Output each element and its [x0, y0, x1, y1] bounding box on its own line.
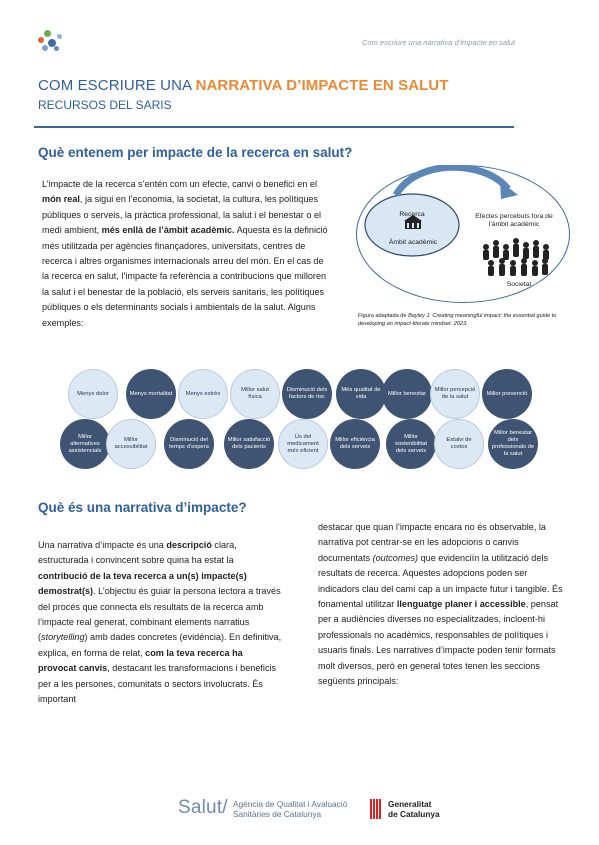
- impact-example-bubble: Millor prevenció: [482, 369, 532, 419]
- impact-example-bubble: Menys mortalitat: [126, 369, 176, 419]
- impact-example-bubble: Millor sostenibilitat dels serveis: [386, 419, 436, 469]
- impact-example-bubble: Millor benestar: [382, 369, 432, 419]
- agency-name: Agència de Qualitat i Avaluació Sanitàries de Catalunya: [233, 799, 348, 819]
- people-icon: [483, 238, 549, 276]
- impact-example-bubble: Més qualitat de vida: [336, 369, 386, 419]
- impact-example-bubble: Millor benestar dels professionals de la salut: [488, 419, 538, 469]
- impact-example-bubble: Millor salut física: [230, 369, 280, 419]
- impact-example-bubble: Disminució del temps d’espera: [164, 419, 214, 469]
- impact-example-bubble: Millor percepció de la salut: [430, 369, 480, 419]
- impact-example-bubble: Estalvi de costos: [434, 419, 484, 469]
- generalitat-name: Generalitat de Catalunya: [388, 799, 440, 819]
- impact-example-bubble: Disminució dels factors de risc: [282, 369, 332, 419]
- aquas-logo: [34, 30, 64, 54]
- impact-definition-paragraph: L’impacte de la recerca s’entén com un efecte, canvi o benefici en el món real, ja sigui en l’economia, la societat, la cultura, les polítiques públiques o serveis, la pràctica professional, la salut i el benestar o el medi ambient, més enllà de l’àmbit acadèmic. Aquesta és la definició més utilitzada per agències finançadores, universitats, centres de recerca i altres organismes internacionals arreu del món. En el cas de la recerca en salut, l’impacte fa referència a contribucions que milloren la salut i el benestar de la població, els serveis sanitaris, les polítiques públiques o els determinants socials i ambientals de la salut. Alguns exemples:: [42, 179, 328, 328]
- impact-example-bubble: Menys dolor: [68, 369, 118, 419]
- figure-label-research: Recerca: [399, 211, 425, 218]
- page-title: COM ESCRIURE UNA NARRATIVA D’IMPACTE EN SALUT: [38, 77, 449, 94]
- impact-examples-cluster: [60, 361, 540, 471]
- salut-logo: Salut/: [178, 797, 228, 818]
- title-divider: [34, 126, 514, 128]
- page-subtitle: RECURSOS DEL SARIS: [38, 98, 172, 112]
- impact-example-bubble: Millor accessibilitat: [106, 419, 156, 469]
- impact-example-bubble: Millor eficiència dels serveis: [330, 419, 380, 469]
- impact-example-bubble: Millor satisfacció dels pacients: [224, 419, 274, 469]
- narrative-column-2: destacar que quan l’impacte encara no és observable, la narrativa pot centrar-se en les adopcions o canvis documentats (outcomes) que evidenciïn la utilització dels resultats de recerca. Aquestes adopcions poden ser indicadors clau del camí cap a un impacte futur i tangible. És fonamental utilitzar llenguatge planer i accessible, pensat per a audiències diverses no especialitzades, incloent-hi professionals no acadèmics, responsables de polítiques i usuaris finals. Les narratives d’impacte poden tenir formats molt diversos, però en general totes tenen les seccions següents principals:: [318, 522, 563, 687]
- section-heading-narrative: Què és una narrativa d’impacte?: [38, 500, 247, 515]
- figure-label-external-effects: Efectes percebuts fora de l’àmbit acadèmic: [475, 213, 553, 228]
- section-heading-impact: Què entenem per impacte de la recerca en salut?: [38, 145, 353, 160]
- impact-example-bubble: Menys estrès: [178, 369, 228, 419]
- generalitat-emblem: [370, 799, 382, 819]
- impact-example-bubble: Ús del medicament més eficient: [278, 419, 328, 469]
- narrative-column-1: Una narrativa d’impacte és una descripció clara, estructurada i convincent sobre quina ha estat la contribució de la teva recerca a un(s) impacte(s) demostrat(s). L’objectiu és guiar la persona lectora a través del procés que connecta els resultats de la recerca amb l’impacte real generat, combinant elements narratius (storytelling) amb dades concretes (evidència). En definitiva, explica, en forma de relat, com la teva recerca ha provocat canvis, destacant les transformacions i beneficis per a les persones, comunitats o sectors involucrats. És important: [38, 540, 282, 705]
- running-title: Com escriure una narrativa d’impacte en salut: [362, 38, 515, 47]
- figure-caption: Figura adaptada de Bayley J. Creating meaningful impact: the essential guide to developing an impact-literate mindset. 2023.: [358, 313, 557, 328]
- figure-label-academic: Àmbit acadèmic: [388, 239, 438, 246]
- figure-label-society: Societat: [506, 281, 532, 288]
- impact-example-bubble: Millor alternatives assistencials: [60, 419, 110, 469]
